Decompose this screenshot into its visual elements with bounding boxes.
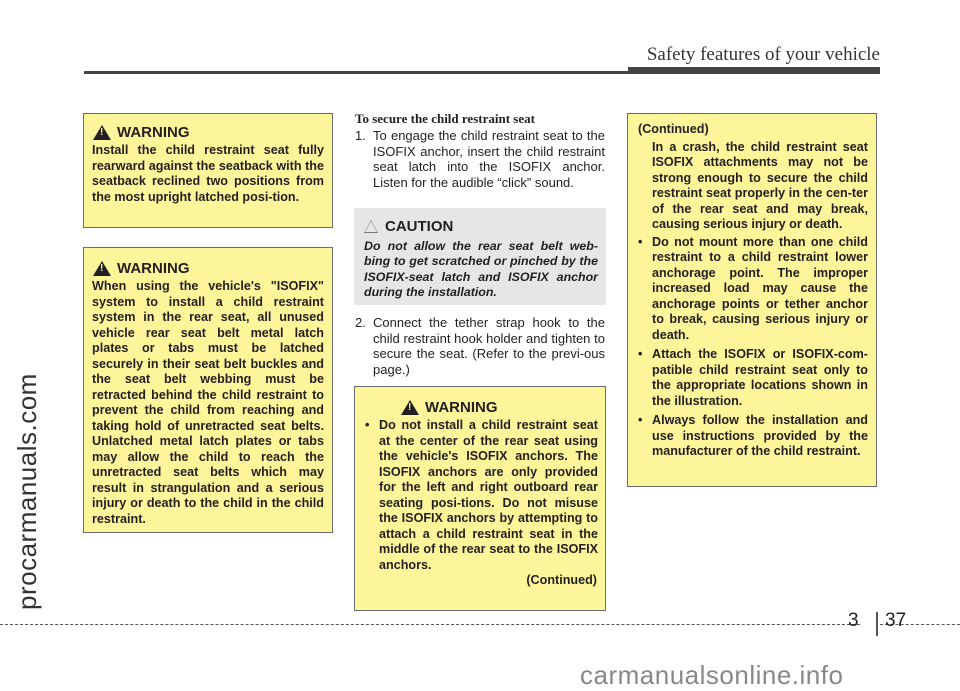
warning-bullet: • Always follow the installation and use instructions provided by the manufacturer of the child restraint. <box>635 413 868 460</box>
step-number: 1. <box>355 128 366 143</box>
warning-box-continued <box>627 113 877 487</box>
warning-bullet: • Attach the ISOFIX or ISOFIX-com-patible child restraint seat only to the appropriate locations shown in the illustration. <box>635 347 868 409</box>
caution-box <box>354 208 606 305</box>
warning-bullet: • Do not install a child restraint seat at the center of the rear seat using the vehicle's ISOFIX anchors. The ISOFIX anchors are only provided for the left and right outboard rear seating posi-tions. Do not misuse the ISOFIX anchors by attempting to attach a child restraint seat in the middle of the rear seat to the ISOFIX anchors. <box>362 418 598 573</box>
warning-bullet-list <box>355 416 605 573</box>
warning-heading-text: WARNING <box>117 260 190 277</box>
caution-text: Do not allow the rear seat belt web-bing to get scratched or pinched by the ISOFIX-seat latch and ISOFIX anchor during the installation. <box>364 239 598 300</box>
warning-heading <box>84 248 332 277</box>
side-watermark-text: procarmanuals.com <box>12 373 42 610</box>
page-header-title: Safety features of your vehicle <box>646 44 880 65</box>
warning-heading <box>355 387 605 416</box>
warning-triangle-icon <box>401 400 419 415</box>
warning-heading <box>84 114 332 141</box>
footer-rule <box>0 624 860 625</box>
side-watermark <box>8 200 42 620</box>
warning-text: Install the child restraint seat fully rearward against the seatback with the seatback reclined two positions from the most upright latched posi-tion. <box>92 143 324 204</box>
warning-heading-text: WARNING <box>117 124 190 141</box>
header-rule-accent <box>628 67 880 74</box>
warning-text: When using the vehicle's "ISOFIX" system to install a child restraint system in the rear seat, all unused vehicle rear seat belt metal latch plates or tabs must be latched securely in their seat belt buckles and the seat belt webbing must be retracted behind the child restraint to prevent the child from reaching and taking hold of unretracted seat belts. Unlatched metal latch plates or tabs may allow the child to reach the unretracted seat belts which may result in strangulation and a serious injury or death to the child in the child restraint. <box>92 279 324 526</box>
step-text: To engage the child restraint seat to the ISOFIX anchor, insert the child restraint seat latch into the ISOFIX anchor. Listen for the audible “click” sound. <box>373 128 605 190</box>
instruction-step-2 <box>355 315 605 377</box>
warning-triangle-icon <box>93 261 111 276</box>
continued-label: (Continued) <box>526 573 597 587</box>
continued-paragraph: In a crash, the child restraint seat ISOFIX attachments may not be strong enough to secure the child restraint seat properly in the cen-ter of the rear seat and may break, causing serious injury or death. <box>652 139 868 231</box>
warning-bullet: • Do not mount more than one child restraint to a child restraint lower anchorage point. The improper increased load may cause the anchorage points or tether anchor to break, causing serious injury or death. <box>635 235 868 344</box>
caution-heading-text: CAUTION <box>385 218 454 235</box>
chapter-number: 3 <box>848 610 859 631</box>
step-text: Connect the tether strap hook to the child restraint hook holder and tighten to secure the seat. (Refer to the previ-ous page.) <box>373 315 605 377</box>
warning-heading-text: WARNING <box>425 399 498 416</box>
footer-divider <box>876 612 878 636</box>
continued-heading: (Continued) <box>638 122 709 136</box>
caution-heading <box>354 208 606 235</box>
bottom-watermark: carmanualsonline.info <box>580 660 844 690</box>
section-title: To secure the child restraint seat <box>355 111 535 126</box>
warning-triangle-icon <box>93 125 111 140</box>
warning-box-isofix-belts <box>83 247 333 533</box>
page-number: 37 <box>885 610 907 631</box>
warning-box-center-seat <box>354 386 606 611</box>
step-number: 2. <box>355 315 366 330</box>
caution-triangle-icon <box>364 220 378 233</box>
instruction-step-1 <box>355 128 605 190</box>
warning-bullet-list <box>628 233 876 460</box>
warning-box-seat-position <box>83 113 333 228</box>
